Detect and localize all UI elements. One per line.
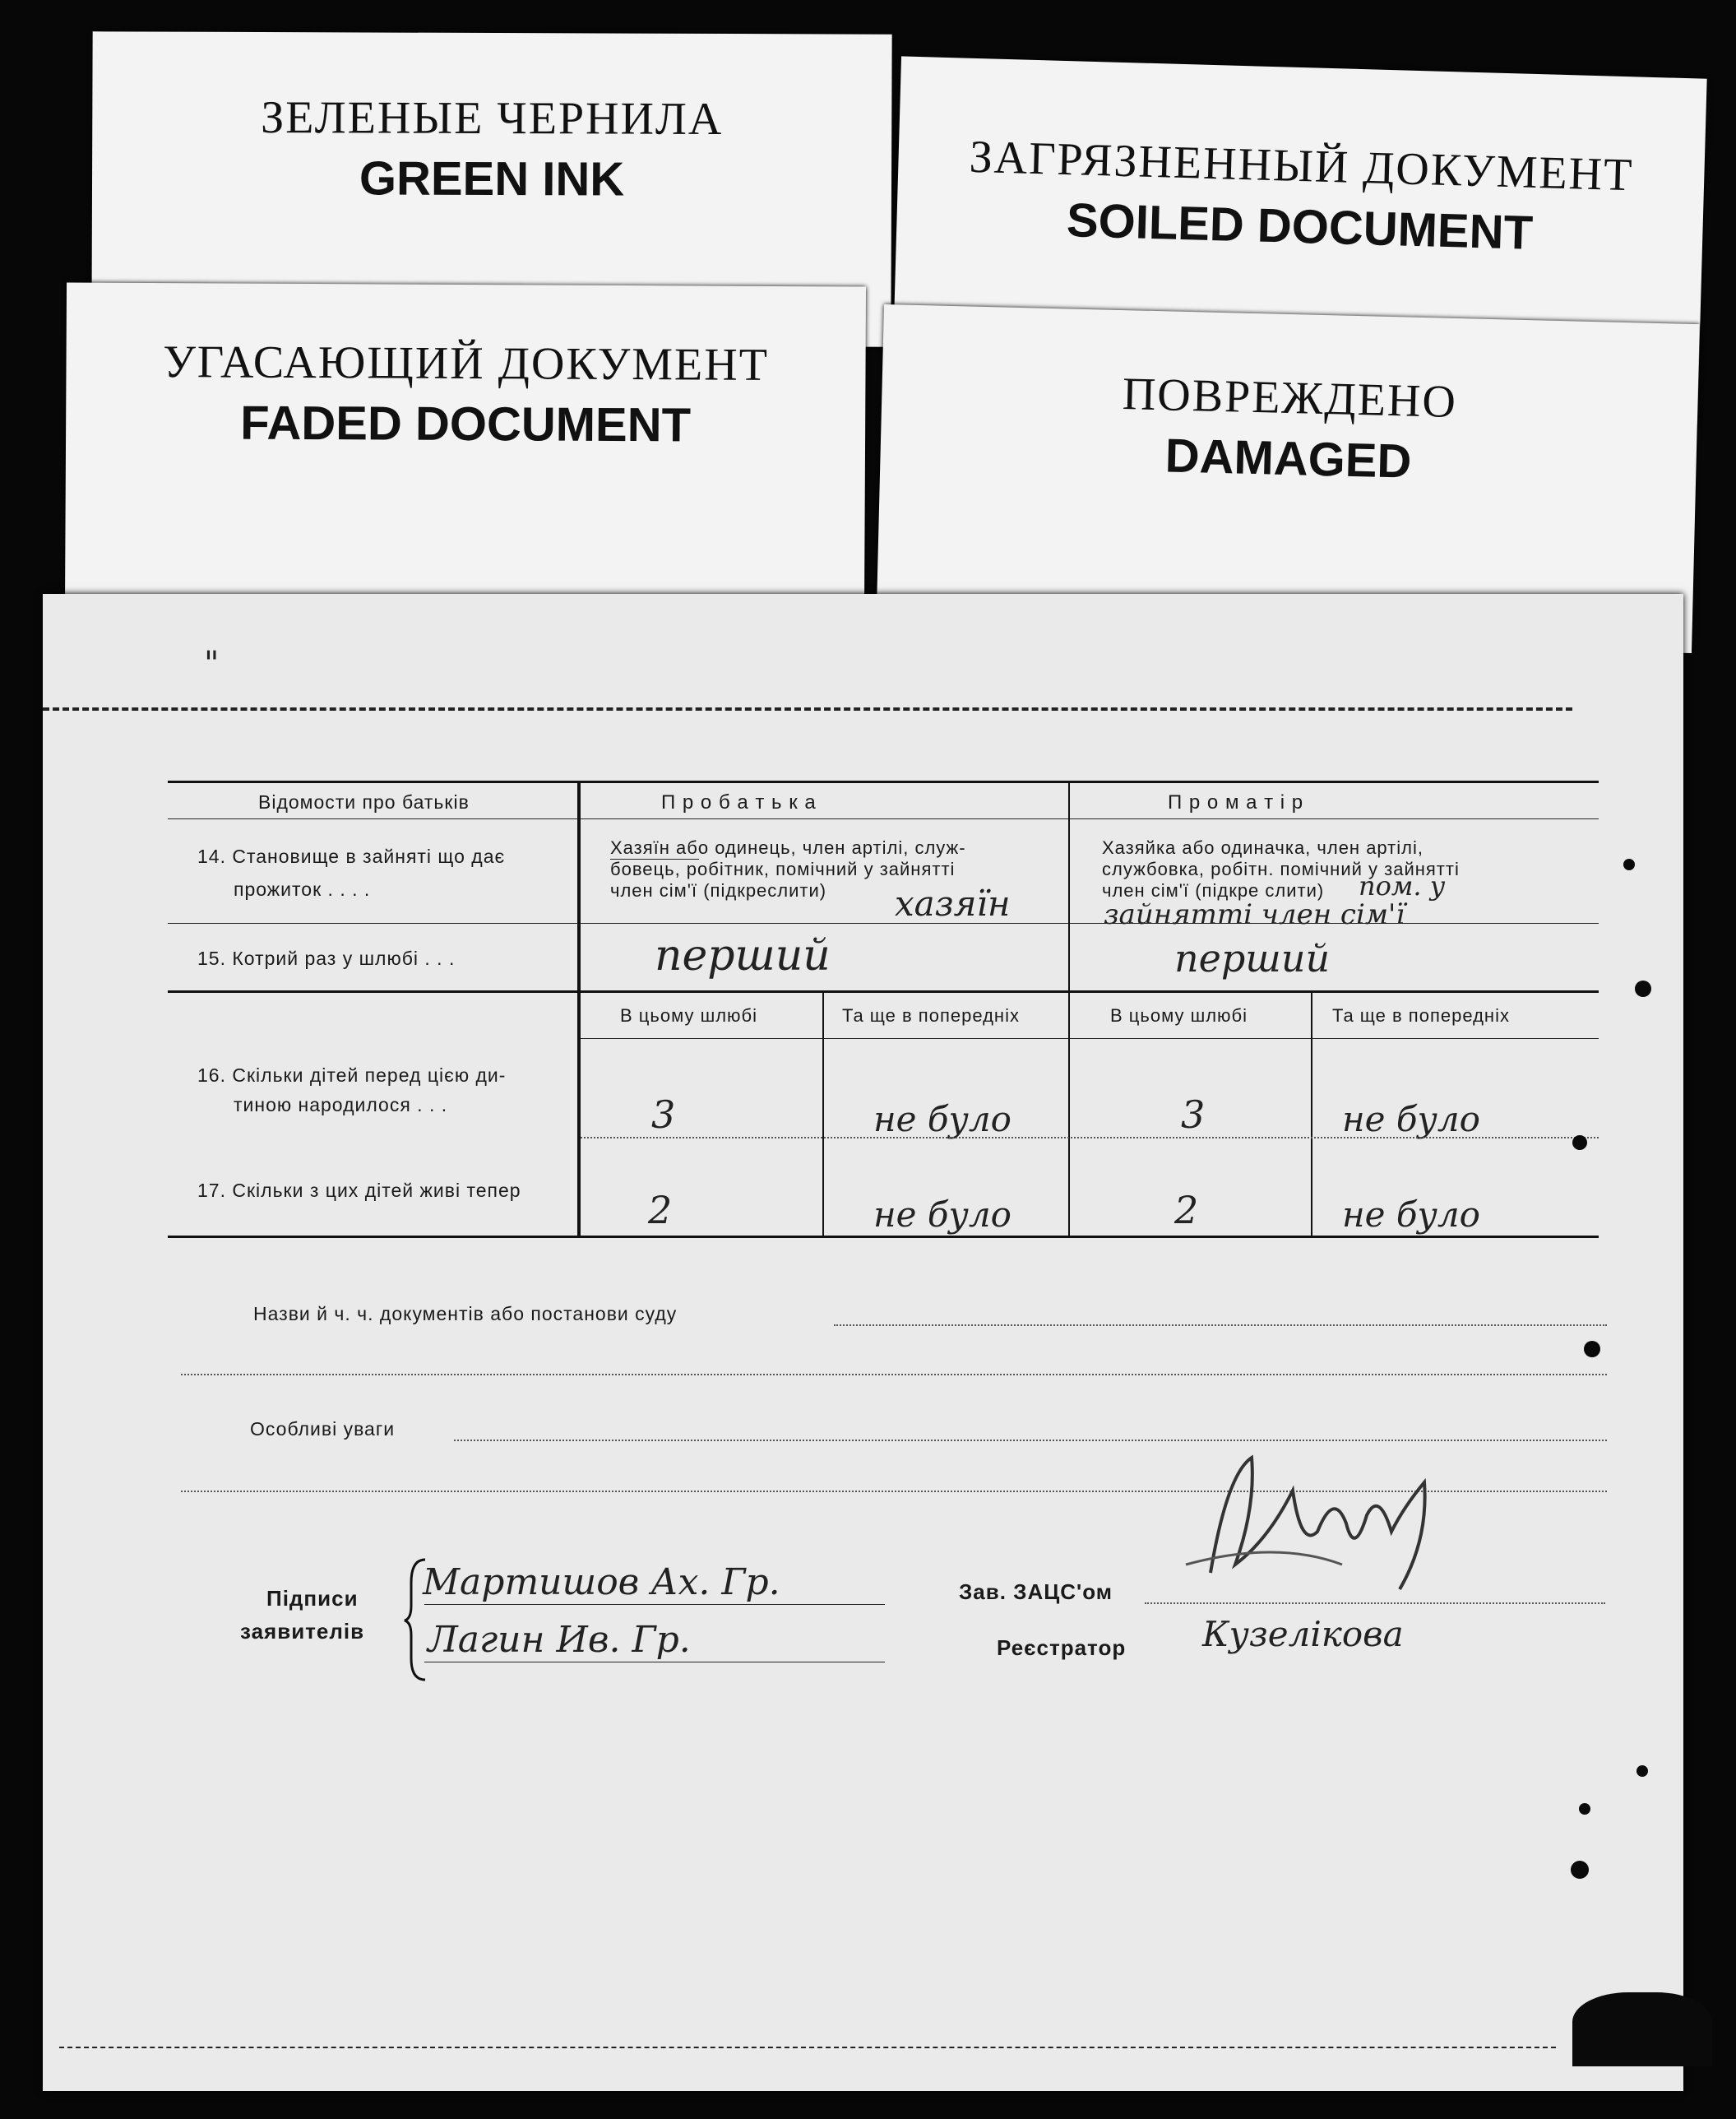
row16-father-prev: не було: [873, 1099, 1012, 1139]
col-divider-mother: [1311, 990, 1312, 1236]
faded-document-card: [65, 282, 866, 615]
col-divider-father: [822, 990, 824, 1236]
card-en-text: DAMAGED: [1164, 429, 1413, 489]
row16-rule: [581, 1137, 1599, 1138]
subheader-father-prev: Та ще в попередніх: [842, 1005, 1020, 1026]
registration-form-page: [43, 594, 1683, 2091]
damage-spot: [1572, 1135, 1587, 1150]
row14-mother-answer: пом. у: [1359, 870, 1446, 902]
applicant-signature-1: Мартишов Ах. Гр.: [423, 1561, 780, 1603]
damage-spot: [1623, 859, 1635, 870]
col-divider-parents: [1068, 781, 1070, 1236]
damage-tear: [1572, 1992, 1712, 2066]
subheader-father-this: В цьому шлюбі: [620, 1005, 758, 1026]
bottom-edge-line: [59, 2047, 1556, 2048]
row17-father-this: 2: [648, 1188, 673, 1232]
documents-line: [834, 1324, 1607, 1326]
row16-mother-prev: не було: [1342, 1099, 1480, 1139]
head-signature: [1178, 1441, 1449, 1606]
subheader-mother-this: В цьому шлюбі: [1110, 1005, 1248, 1026]
row17-father-prev: не було: [873, 1194, 1012, 1235]
registrar-signature: Кузелікова: [1202, 1614, 1404, 1654]
card-ru-text: ПОВРЕЖДЕНО: [1122, 369, 1458, 428]
applicant-line-1: [424, 1604, 885, 1605]
signatures-label-2: заявителів: [240, 1619, 365, 1644]
damage-spot: [1579, 1803, 1590, 1815]
row15-rule: [168, 990, 1599, 993]
notes-label: Особливі уваги: [250, 1418, 396, 1440]
row15-father-answer: перший: [655, 931, 831, 981]
row16-label: 16. Скільки дітей перед цією ди-: [197, 1064, 507, 1086]
row15-label: 15. Котрий раз у шлюбі . . .: [197, 948, 456, 969]
damage-spot: [1635, 981, 1651, 997]
signatures-label: Підписи: [266, 1586, 359, 1611]
row14-father-text-3: член сім'ї (підкреслити): [610, 880, 827, 901]
card-en-text: SOILED DOCUMENT: [1066, 193, 1534, 260]
row14-father-text-2: бовець, робітник, помічний у зайнятті: [610, 859, 956, 879]
header-father: П р о б а т ь к а: [661, 791, 817, 814]
header-rule: [168, 818, 1599, 819]
row17-mother-this: 2: [1174, 1188, 1199, 1232]
subheader-rule: [581, 1038, 1599, 1039]
card-en-text: FADED DOCUMENT: [240, 396, 692, 452]
table-bottom-rule: [168, 1236, 1599, 1238]
col-divider-label: [577, 781, 581, 1236]
row14-mother-text: Хазяйка або одиначка, член артілі,: [1102, 837, 1424, 858]
header-label: Відомости про батьків: [258, 791, 470, 813]
row14-label: 14. Становище в зайняті що дає: [197, 846, 506, 867]
head-label: Зав. ЗАЦС'ом: [959, 1579, 1113, 1604]
underline-mark: [610, 859, 699, 860]
subheader-mother-prev: Та ще в попередніх: [1332, 1005, 1510, 1026]
row14-father-text: Хазяїн або одинець, член артілі, служ-: [610, 837, 966, 858]
corner-mark: ": [204, 645, 220, 683]
registrar-label: Реєстратор: [997, 1635, 1127, 1660]
row15-mother-answer: перший: [1174, 936, 1331, 981]
damage-spot: [1584, 1341, 1600, 1357]
card-ru-text: УГАСАЮЩИЙ ДОКУМЕНТ: [163, 336, 770, 391]
row16-father-this: 3: [651, 1092, 676, 1137]
damage-spot: [1571, 1861, 1589, 1879]
row16-label-2: тиною народилося . . .: [234, 1094, 448, 1115]
row14-label-2: прожиток . . . .: [234, 879, 371, 900]
row14-mother-answer-2: зайнятті член сім'ї: [1104, 898, 1405, 931]
row14-mother-text-3: член сім'ї (підкре слити): [1102, 880, 1325, 901]
header-mother: П р о м а т і р: [1168, 791, 1304, 814]
table-top-rule: [168, 781, 1599, 783]
documents-label: Назви й ч. ч. документів або постанови суду: [253, 1303, 678, 1324]
applicant-signature-2: Лагин Ив. Гр.: [428, 1619, 691, 1661]
card-ru-text: ЗЕЛЕНЫЕ ЧЕРНИЛА: [261, 92, 724, 145]
tear-line: [43, 707, 1572, 711]
row17-mother-prev: не було: [1342, 1194, 1480, 1235]
card-ru-text: ЗАГРЯЗНЕННЫЙ ДОКУМЕНТ: [968, 131, 1635, 202]
damage-spot: [1636, 1765, 1648, 1777]
row14-mother-text-2: службовка, робітн. помічний у зайнятті: [1102, 859, 1460, 879]
documents-line-2: [181, 1374, 1607, 1375]
card-en-text: GREEN INK: [359, 151, 625, 206]
row17-label: 17. Скільки з цих дітей живі тепер: [197, 1180, 521, 1201]
row16-mother-this: 3: [1181, 1092, 1206, 1137]
row14-father-answer: хазяїн: [895, 883, 1011, 924]
